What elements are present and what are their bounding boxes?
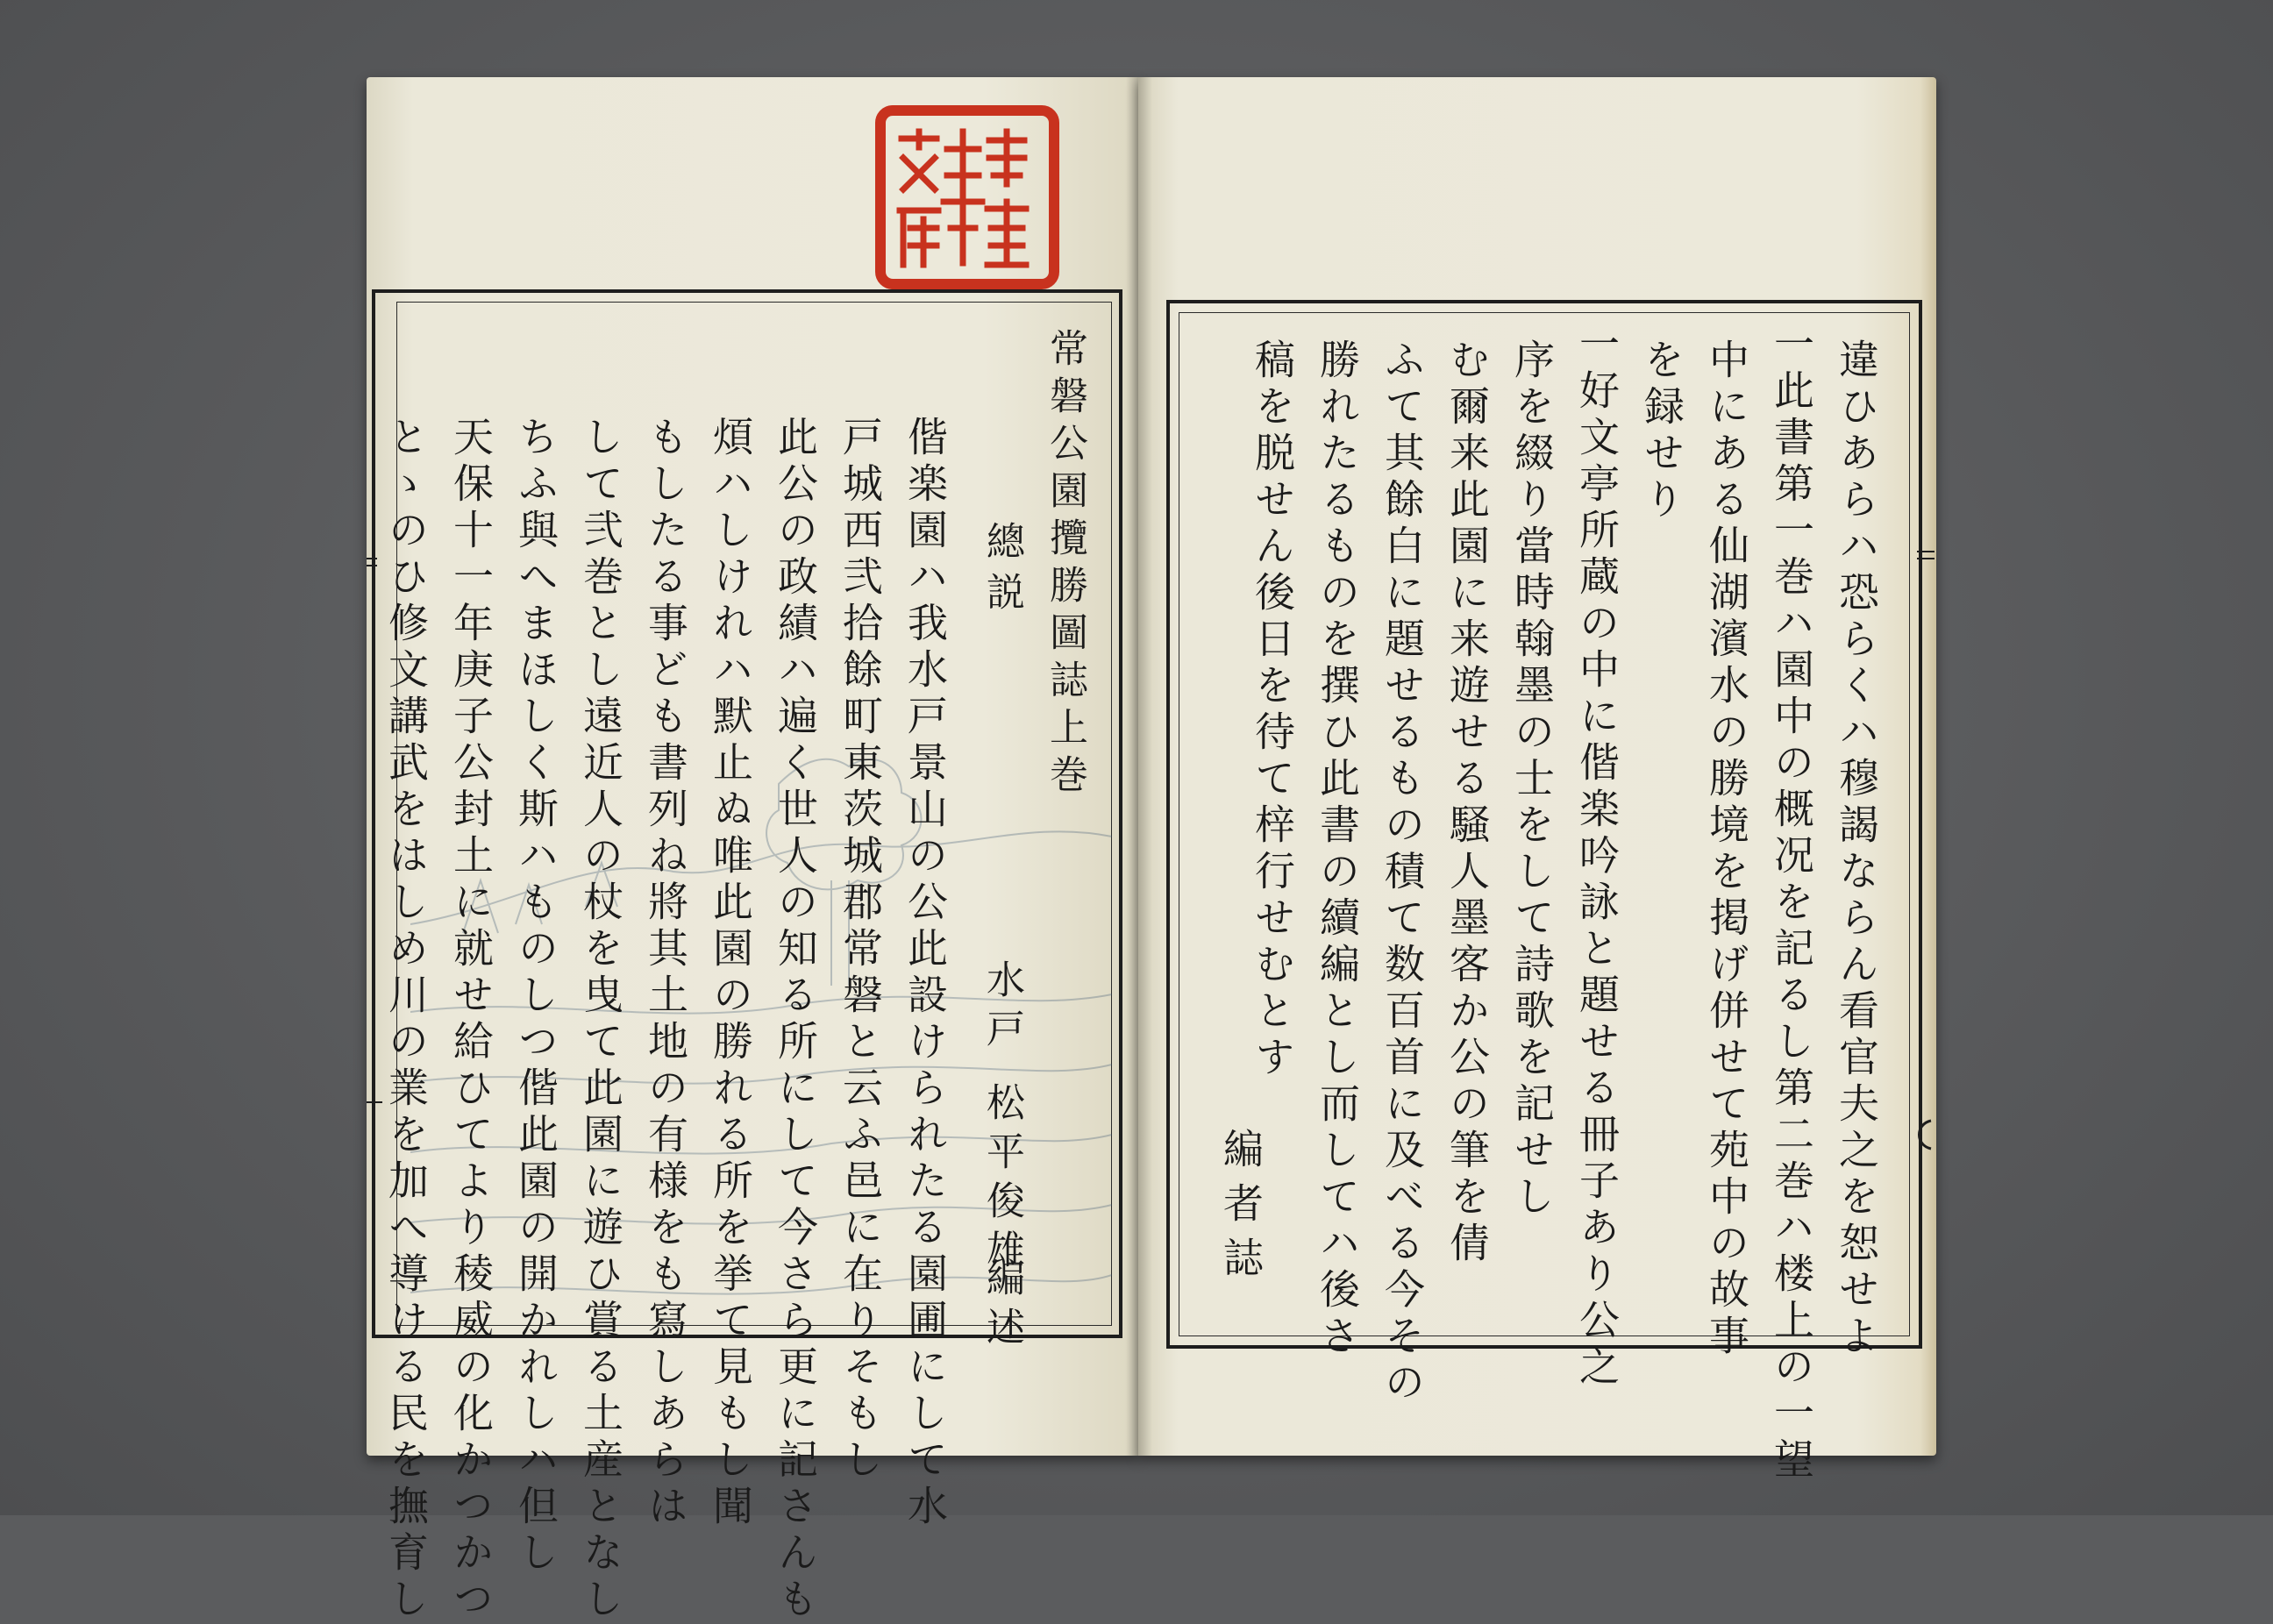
author-place: 水戸 — [980, 959, 1024, 1058]
body-column-7: ちふ與へまほしく斯ハものしつ偕此園の開かれしハ但し — [512, 416, 559, 1578]
body-column-2: 戸城西弐拾餘町東茨城郡常磐と云ふ邑に在りそもし — [837, 416, 884, 1485]
right-column-6: 序を綴り當時翰墨の士をして詩歌を記せし — [1508, 338, 1556, 1222]
body-column-1: 偕楽園ハ我水戸景山の公此設けられたる園圃にして水 — [901, 416, 949, 1531]
margin-tick — [367, 1101, 382, 1103]
right-column-7: む爾来此園に来遊せる騒人墨客か公の筆を倩 — [1443, 338, 1491, 1268]
margin-ornament — [1910, 1117, 1933, 1152]
body-column-3: 此公の政績ハ遍く世人の知る所にして今さら更に記さんも — [772, 416, 819, 1624]
right-column-9: 勝れたるものを撰ひ此書の續編とし而してハ後さ — [1314, 338, 1361, 1361]
author-name: 松平俊雄 — [980, 1082, 1024, 1279]
margin-tick — [367, 565, 377, 566]
right-column-1: 違ひあらハ恐らくハ穆謁ならん看官夫之を恕せよ — [1833, 338, 1880, 1361]
library-seal-stamp — [875, 105, 1059, 289]
body-column-8: 天保十一年庚子公封土に就せ給ひてより稜威の化かつかつ — [447, 416, 495, 1624]
margin-tick — [1917, 551, 1935, 552]
right-column-8: ふて其餘白に題せるもの積て数百首に及べる今その — [1379, 338, 1426, 1407]
right-column-4: を録せり — [1638, 338, 1685, 524]
right-page — [1138, 77, 1936, 1485]
body-column-9: とゝのひ修文講武をはしめ川の業を加へ導ける民を撫育し — [382, 416, 430, 1624]
editor-signature: 編者誌 — [1217, 1128, 1265, 1291]
body-column-4: 煩ハしけれハ默止ぬ唯此園の勝れる所を挙て見もし聞 — [707, 416, 754, 1531]
right-column-3: 中にある仙湖濱水の勝境を掲げ併せて苑中の故事 — [1703, 338, 1750, 1361]
margin-tick — [1917, 558, 1935, 559]
right-column-2: 一此書第一巻ハ園中の概况を記るし第二巻ハ楼上の一望 — [1768, 323, 1815, 1485]
book-title: 常磐公園攬勝圖誌上巻 — [1043, 328, 1087, 801]
book-gutter — [1126, 77, 1152, 1456]
left-page — [367, 77, 1138, 1624]
margin-tick — [367, 558, 377, 559]
body-column-6: して弐巻とし遠近人の杖を曳て此園に遊ひ賞る土産となし — [577, 416, 624, 1624]
author-role: 編述 — [980, 1257, 1024, 1356]
right-column-10: 稿を脱せん後日を待て梓行せむとす — [1249, 338, 1296, 1082]
body-column-5: もしたる事ども書列ね將其土地の有様をも寫しあらは — [642, 416, 689, 1531]
right-text-frame — [1166, 300, 1922, 1485]
open-book — [367, 77, 1936, 1624]
right-column-5: 一好文亭所蔵の中に偕楽吟詠と題せる冊子あり公之 — [1573, 323, 1621, 1392]
section-heading: 總説 — [980, 521, 1024, 623]
left-text-frame — [372, 289, 1122, 1624]
